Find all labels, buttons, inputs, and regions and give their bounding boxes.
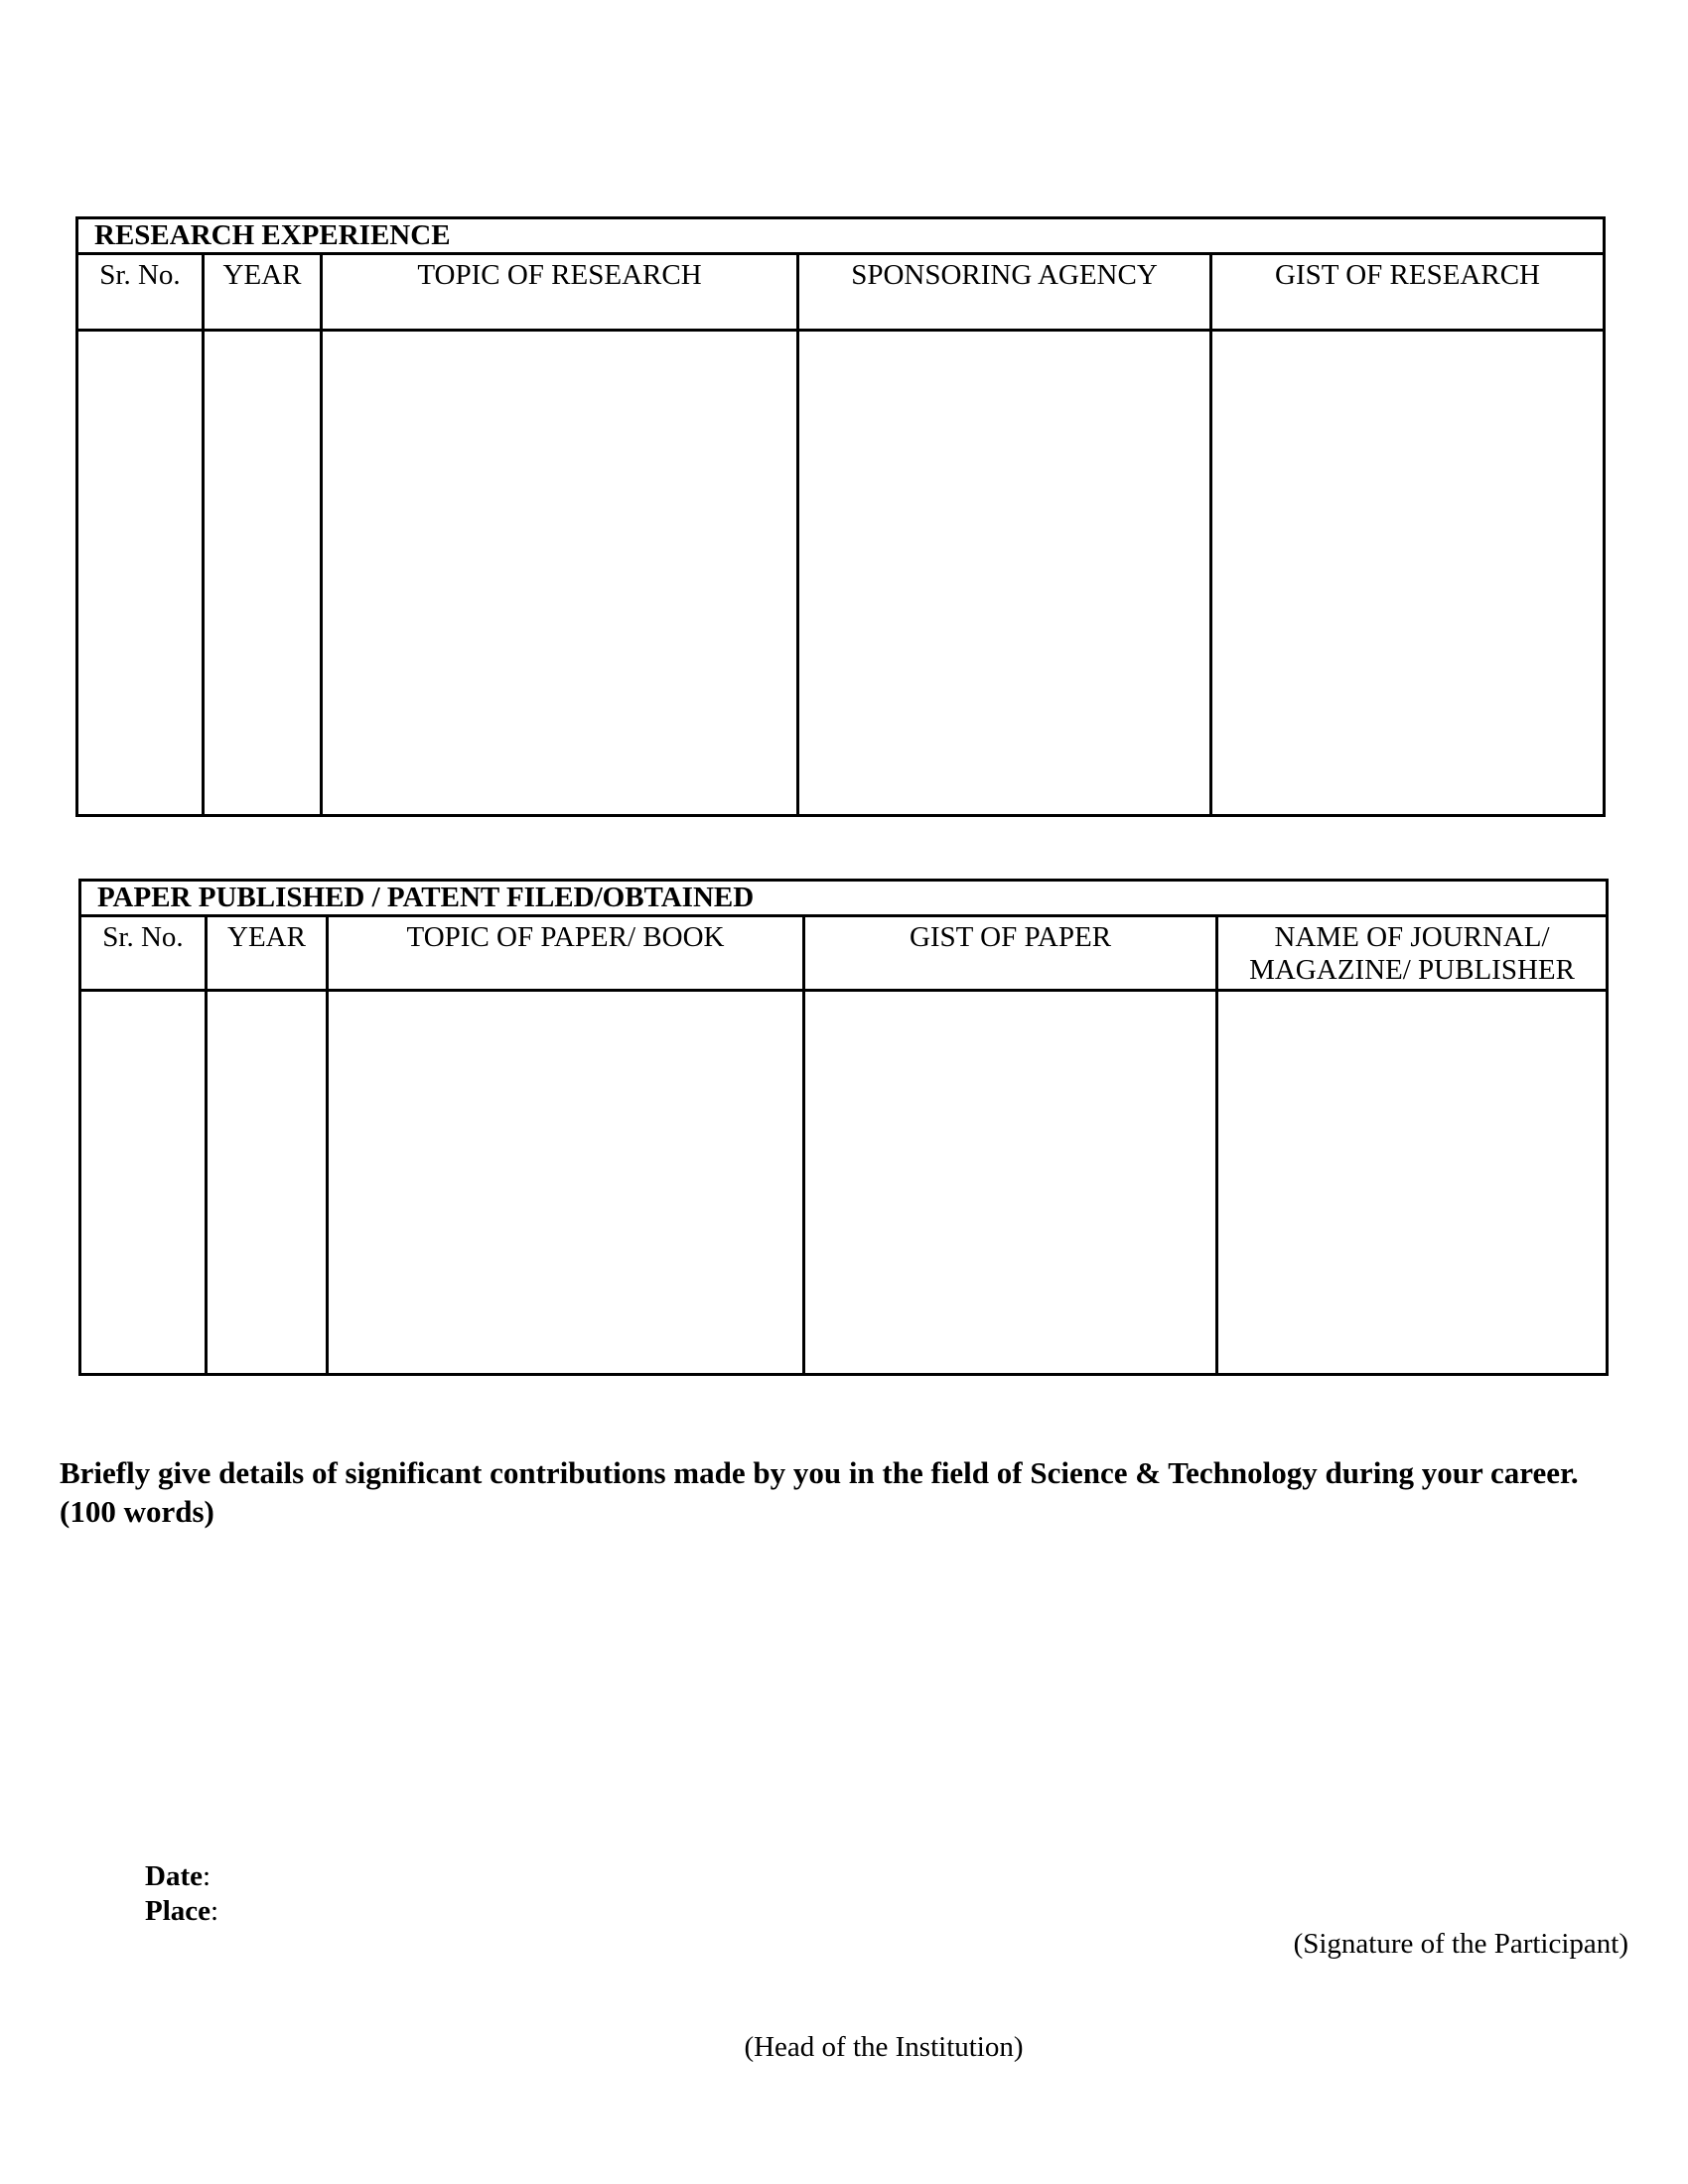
- papers-gist-cell[interactable]: [804, 991, 1217, 1375]
- research-year-cell[interactable]: [204, 331, 322, 816]
- col-journal-line-1: NAME OF JOURNAL/: [1274, 921, 1550, 953]
- place-line: [145, 1895, 218, 1928]
- col-sr-no: Sr. No.: [77, 254, 204, 331]
- research-header-row: [77, 254, 1605, 331]
- place-colon: :: [211, 1895, 219, 1927]
- col-gist-of-research: GIST OF RESEARCH: [1211, 254, 1605, 331]
- contributions-instruction: Briefly give details of significant contributions made by you in the field of Science & Technology during your career. (100 words): [60, 1455, 1579, 1529]
- date-line: [145, 1860, 211, 1893]
- research-entry-row: [77, 331, 1605, 816]
- date-label: Date: [145, 1860, 203, 1892]
- date-colon: :: [202, 1860, 211, 1892]
- col-gist-of-paper: GIST OF PAPER: [804, 916, 1217, 991]
- col-journal-line-2: MAGAZINE/ PUBLISHER: [1249, 954, 1575, 986]
- col-sr-no: Sr. No.: [80, 916, 207, 991]
- col-topic-of-research: TOPIC OF RESEARCH: [322, 254, 798, 331]
- papers-sr-no-cell[interactable]: [80, 991, 207, 1375]
- papers-published-title: PAPER PUBLISHED / PATENT FILED/OBTAINED: [80, 881, 1608, 916]
- research-experience-table: [75, 216, 1606, 817]
- col-sponsoring-agency: SPONSORING AGENCY: [798, 254, 1211, 331]
- papers-topic-cell[interactable]: [328, 991, 804, 1375]
- col-year: YEAR: [204, 254, 322, 331]
- research-topic-cell[interactable]: [322, 331, 798, 816]
- research-experience-title: RESEARCH EXPERIENCE: [77, 218, 1605, 254]
- research-sr-no-cell[interactable]: [77, 331, 204, 816]
- place-label: Place: [145, 1895, 211, 1927]
- col-topic-of-paper-book: TOPIC OF PAPER/ BOOK: [328, 916, 804, 991]
- col-year: YEAR: [207, 916, 328, 991]
- research-agency-cell[interactable]: [798, 331, 1211, 816]
- papers-journal-cell[interactable]: [1217, 991, 1608, 1375]
- head-signature-label: (Head of the Institution): [744, 2031, 1024, 2063]
- papers-header-row: [80, 916, 1608, 991]
- participant-signature-label: (Signature of the Participant): [1293, 1928, 1628, 1960]
- papers-published-table: [78, 879, 1609, 1376]
- papers-year-cell[interactable]: [207, 991, 328, 1375]
- col-journal-publisher: [1217, 916, 1608, 991]
- research-gist-cell[interactable]: [1211, 331, 1605, 816]
- papers-entry-row: [80, 991, 1608, 1375]
